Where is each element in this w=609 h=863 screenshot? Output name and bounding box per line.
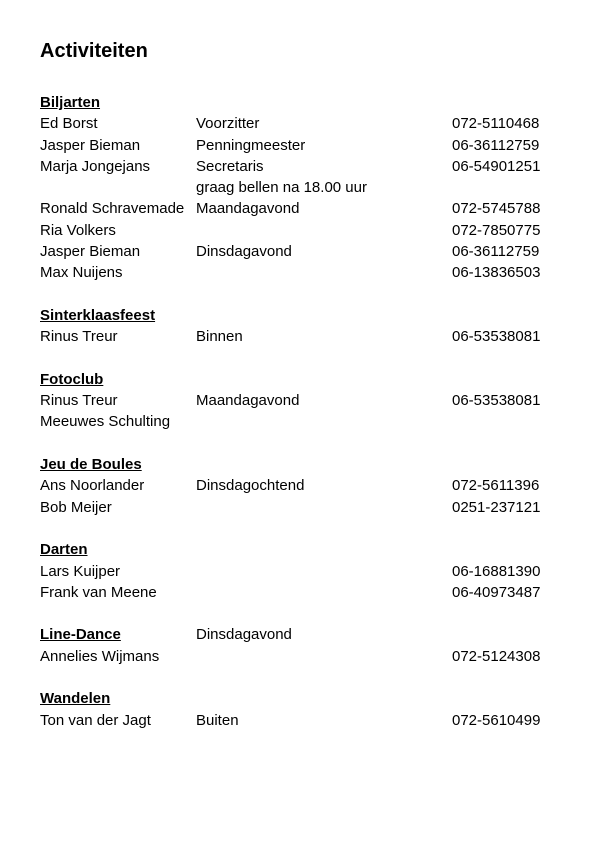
activity-section: [40, 688, 569, 731]
activity-row: [40, 135, 569, 156]
section-title: Jeu de Boules: [40, 456, 142, 474]
activity-section: [40, 369, 569, 433]
phone-number: 072-5110468: [452, 115, 540, 133]
person-name: Annelies Wijmans: [40, 647, 160, 665]
section-header-row: [40, 369, 569, 390]
phone-number: 06-36112759: [452, 243, 540, 261]
activity-row: [40, 646, 569, 667]
person-name: Max Nuijens: [40, 264, 123, 282]
phone-number: 072-5610499: [452, 711, 541, 729]
person-name: Marja Jongejans: [40, 157, 151, 175]
section-title: Fotoclub: [40, 370, 104, 388]
activity-section: [40, 454, 569, 518]
role-or-day: Penningmeester: [196, 136, 306, 154]
activity-section: [40, 305, 569, 348]
activity-row: [40, 582, 569, 603]
activity-row: [40, 326, 569, 347]
section-rows: [40, 646, 569, 667]
person-name: Lars Kuijper: [40, 562, 121, 580]
person-name: Jasper Bieman: [40, 136, 141, 154]
role-or-day: graag bellen na 18.00 uur: [196, 179, 367, 197]
person-name: Ton van der Jagt: [40, 711, 151, 729]
person-name: Rinus Treur: [40, 328, 118, 346]
activity-row: [40, 475, 569, 496]
activity-row: [40, 177, 569, 198]
activity-row: [40, 220, 569, 241]
person-name: Jasper Bieman: [40, 243, 141, 261]
phone-number: 06-53538081: [452, 392, 541, 410]
phone-number: 072-5745788: [452, 200, 541, 218]
section-rows: [40, 326, 569, 347]
phone-number: 072-5124308: [452, 647, 541, 665]
role-or-day: Dinsdagochtend: [196, 477, 305, 495]
section-rows: [40, 390, 569, 433]
role-or-day: Secretaris: [196, 157, 264, 175]
role-or-day: Buiten: [196, 711, 239, 729]
section-header-row: [40, 305, 569, 326]
section-title: Sinterklaasfeest: [40, 306, 156, 324]
activity-row: [40, 561, 569, 582]
activity-row: [40, 198, 569, 219]
section-rows: [40, 561, 569, 604]
page-title: Activiteiten: [40, 40, 148, 62]
section-title: Biljarten: [40, 94, 101, 111]
person-name: Ed Borst: [40, 115, 98, 133]
activity-row: [40, 156, 569, 177]
activity-section: [40, 539, 569, 603]
phone-number: 06-16881390: [452, 562, 541, 580]
person-name: Meeuwes Schulting: [40, 413, 171, 431]
section-title: Line-Dance: [40, 626, 121, 644]
role-or-day: Dinsdagavond: [196, 243, 292, 261]
phone-number: 072-5611396: [452, 477, 540, 495]
section-rows: [40, 113, 569, 283]
section-header-row: [40, 624, 569, 645]
activity-section: [40, 92, 569, 284]
activity-row: [40, 241, 569, 262]
role-or-day: Voorzitter: [196, 115, 260, 133]
phone-number: 06-13836503: [452, 264, 541, 282]
activity-row: [40, 113, 569, 134]
activity-row: [40, 390, 569, 411]
role-or-day: Maandagavond: [196, 392, 300, 410]
section-header-row: [40, 454, 569, 475]
section-header-row: [40, 539, 569, 560]
section-title: Darten: [40, 541, 88, 559]
phone-number: 06-40973487: [452, 583, 541, 601]
role-or-day: Binnen: [196, 328, 243, 346]
phone-number: 06-54901251: [452, 157, 541, 175]
person-name: Frank van Meene: [40, 583, 157, 601]
section-note: Dinsdagavond: [196, 626, 292, 644]
activity-row: [40, 497, 569, 518]
section-title: Wandelen: [40, 690, 111, 708]
section-header-row: [40, 92, 569, 113]
section-rows: [40, 710, 569, 731]
phone-number: 072-7850775: [452, 221, 541, 239]
sections: [40, 92, 569, 731]
activity-row: [40, 411, 569, 432]
person-name: Rinus Treur: [40, 392, 118, 410]
role-or-day: Maandagavond: [196, 200, 300, 218]
activity-row: [40, 710, 569, 731]
person-name: Bob Meijer: [40, 498, 112, 516]
activity-section: [40, 624, 569, 667]
person-name: Ria Volkers: [40, 221, 116, 239]
phone-number: 0251-237121: [452, 498, 541, 516]
section-rows: [40, 475, 569, 518]
section-header-row: [40, 688, 569, 709]
activity-row: [40, 262, 569, 283]
person-name: Ans Noorlander: [40, 477, 145, 495]
phone-number: 06-53538081: [452, 328, 541, 346]
person-name: Ronald Schravemade: [40, 200, 185, 218]
phone-number: 06-36112759: [452, 136, 540, 154]
